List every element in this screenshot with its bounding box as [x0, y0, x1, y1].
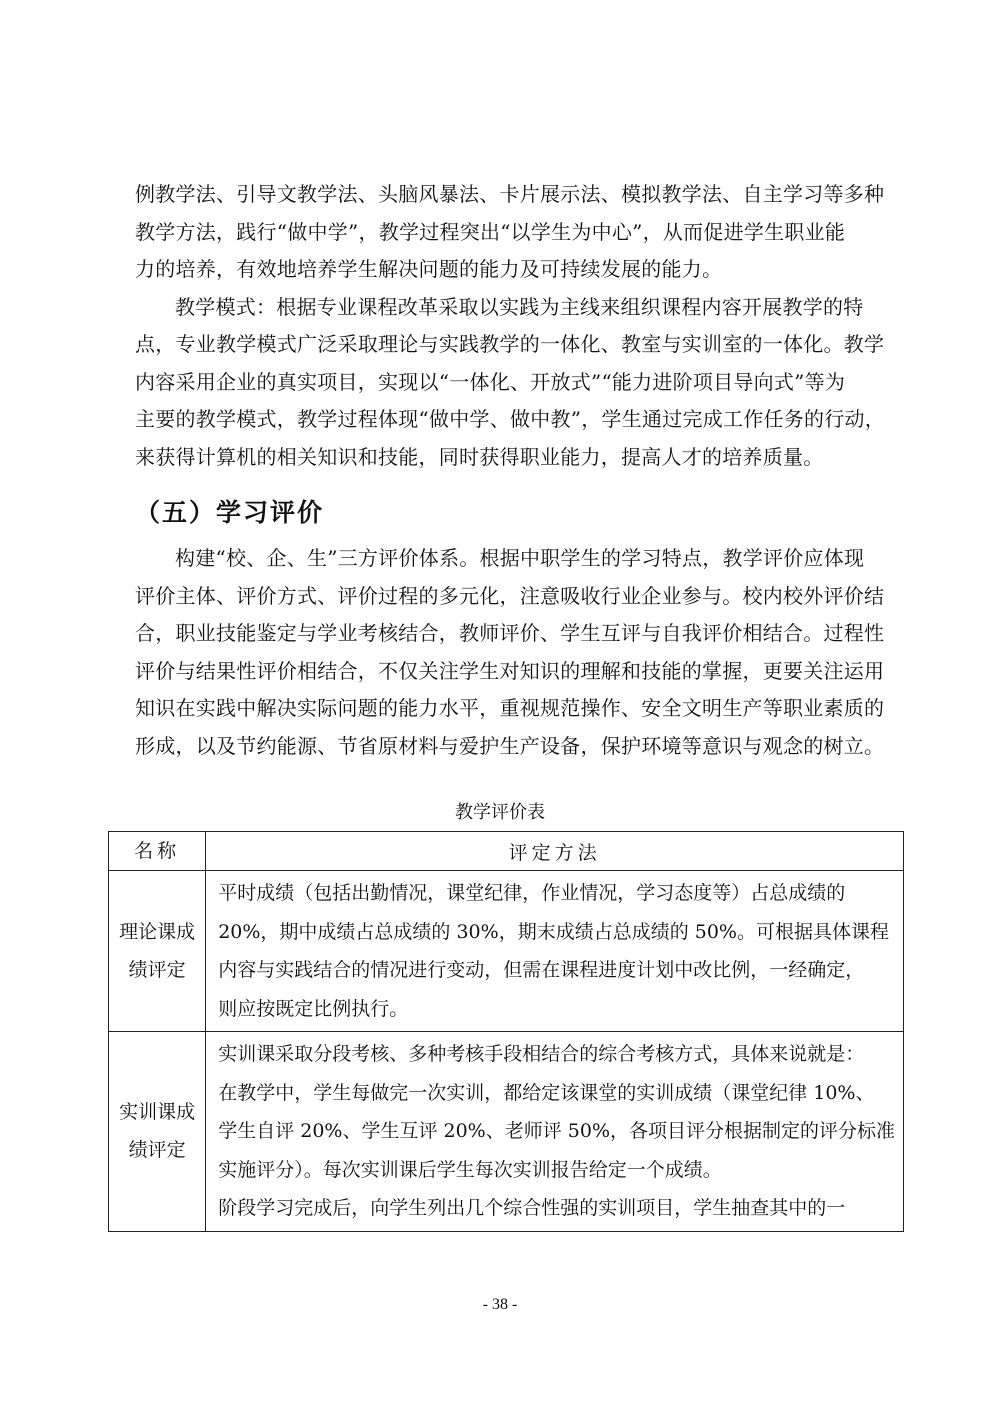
page-number: - 38 - — [482, 1296, 518, 1313]
row-method-cell — [206, 871, 904, 1032]
page-body — [135, 176, 885, 765]
paragraph-evaluation — [135, 540, 885, 765]
text-line: 形成，以及节约能源、节省原材料与爱护生产设备，保护环境等意识与观念的树立。 — [135, 733, 885, 758]
paragraph-teaching-methods — [135, 176, 885, 289]
header-name: 名称 — [109, 832, 206, 871]
text-line: 力的培养，有效地培养学生解决问题的能力及可持续发展的能力。 — [135, 257, 723, 281]
text-line: 主要的教学模式，教学过程体现“做中学、做中教”，学生通过完成工作任务的行动， — [135, 407, 885, 431]
row-name-line: 实训课成 — [119, 1101, 196, 1124]
table-header-row — [109, 832, 904, 871]
text-line: 评价与结果性评价相结合，不仅关注学生对知识的理解和技能的掌握，更要关注运用 — [135, 658, 885, 683]
text-line: 内容采用企业的真实项目，实现以“一体化、开放式”“能力进阶项目导向式”等为 — [135, 369, 846, 394]
section-heading: （五）学习评价 — [135, 498, 325, 527]
row-method-cell — [206, 1032, 904, 1232]
method-line: 20%，期中成绩占总成绩的 30%，期末成绩占总成绩的 50%。可根据具体课程 — [218, 920, 889, 943]
row-name-line: 绩评定 — [128, 959, 186, 981]
method-line: 阶段学习完成后，向学生列出几个综合性强的实训项目，学生抽查其中的一 — [218, 1197, 846, 1219]
text-line: 教学模式：根据专业课程改革采取以实践为主线来组织课程内容开展教学的特 — [175, 294, 864, 319]
text-line: 知识在实践中解决实际问题的能力水平，重视规范操作、安全文明生产等职业素质的 — [135, 696, 885, 720]
method-line: 在教学中，学生每做完一次实训，都给定该课堂的实训成绩（课堂纪律 10%、 — [218, 1081, 875, 1104]
row-name-line: 理论课成 — [119, 921, 196, 943]
row-name-cell — [109, 871, 206, 1032]
row-name-line: 绩评定 — [128, 1139, 186, 1162]
method-line: 实训课采取分段考核、多种考核手段相结合的综合考核方式，具体来说就是： — [218, 1043, 865, 1065]
method-line: 内容与实践结合的情况进行变动，但需在课程进度计划中改比例，一经确定， — [218, 959, 865, 981]
header-method: 评定方法 — [206, 832, 904, 871]
text-line: 合，职业技能鉴定与学业考核结合，教师评价、学生互评与自我评价相结合。过程性 — [135, 621, 885, 645]
method-line: 学生自评 20%、学生互评 20%、老师评 50%，各项目评分根据制定的评分标准 — [218, 1120, 895, 1142]
method-line: 则应按既定比例执行。 — [218, 997, 409, 1020]
table-row — [109, 1032, 904, 1232]
table-row — [109, 871, 904, 1032]
evaluation-table — [108, 831, 904, 1232]
text-line: 教学方法，践行“做中学”，教学过程突出“以学生为中心”，从而促进学生职业能 — [135, 219, 846, 244]
table-caption: 教学评价表 — [455, 802, 545, 823]
method-line: 平时成绩（包括出勤情况，课堂纪律，作业情况，学习态度等）占总成绩的 — [218, 882, 846, 904]
paragraph-teaching-mode — [135, 289, 885, 477]
method-line: 实施评分）。每次实训课后学生每次实训报告给定一个成绩。 — [218, 1158, 722, 1181]
text-line: 构建“校、企、生”三方评价体系。根据中职学生的学习特点，教学评价应体现 — [175, 546, 865, 570]
text-line: 例教学法、引导文教学法、头脑风暴法、卡片展示法、模拟教学法、自主学习等多种 — [135, 182, 885, 206]
row-name-cell — [109, 1032, 206, 1232]
text-line: 评价主体、评价方式、评价过程的多元化，注意吸收行业企业参与。校内校外评价结 — [135, 583, 885, 608]
text-line: 点，专业教学模式广泛采取理论与实践教学的一体化、教室与实训室的一体化。教学 — [135, 332, 885, 356]
text-line: 来获得计算机的相关知识和技能，同时获得职业能力，提高人才的培养质量。 — [135, 444, 824, 469]
